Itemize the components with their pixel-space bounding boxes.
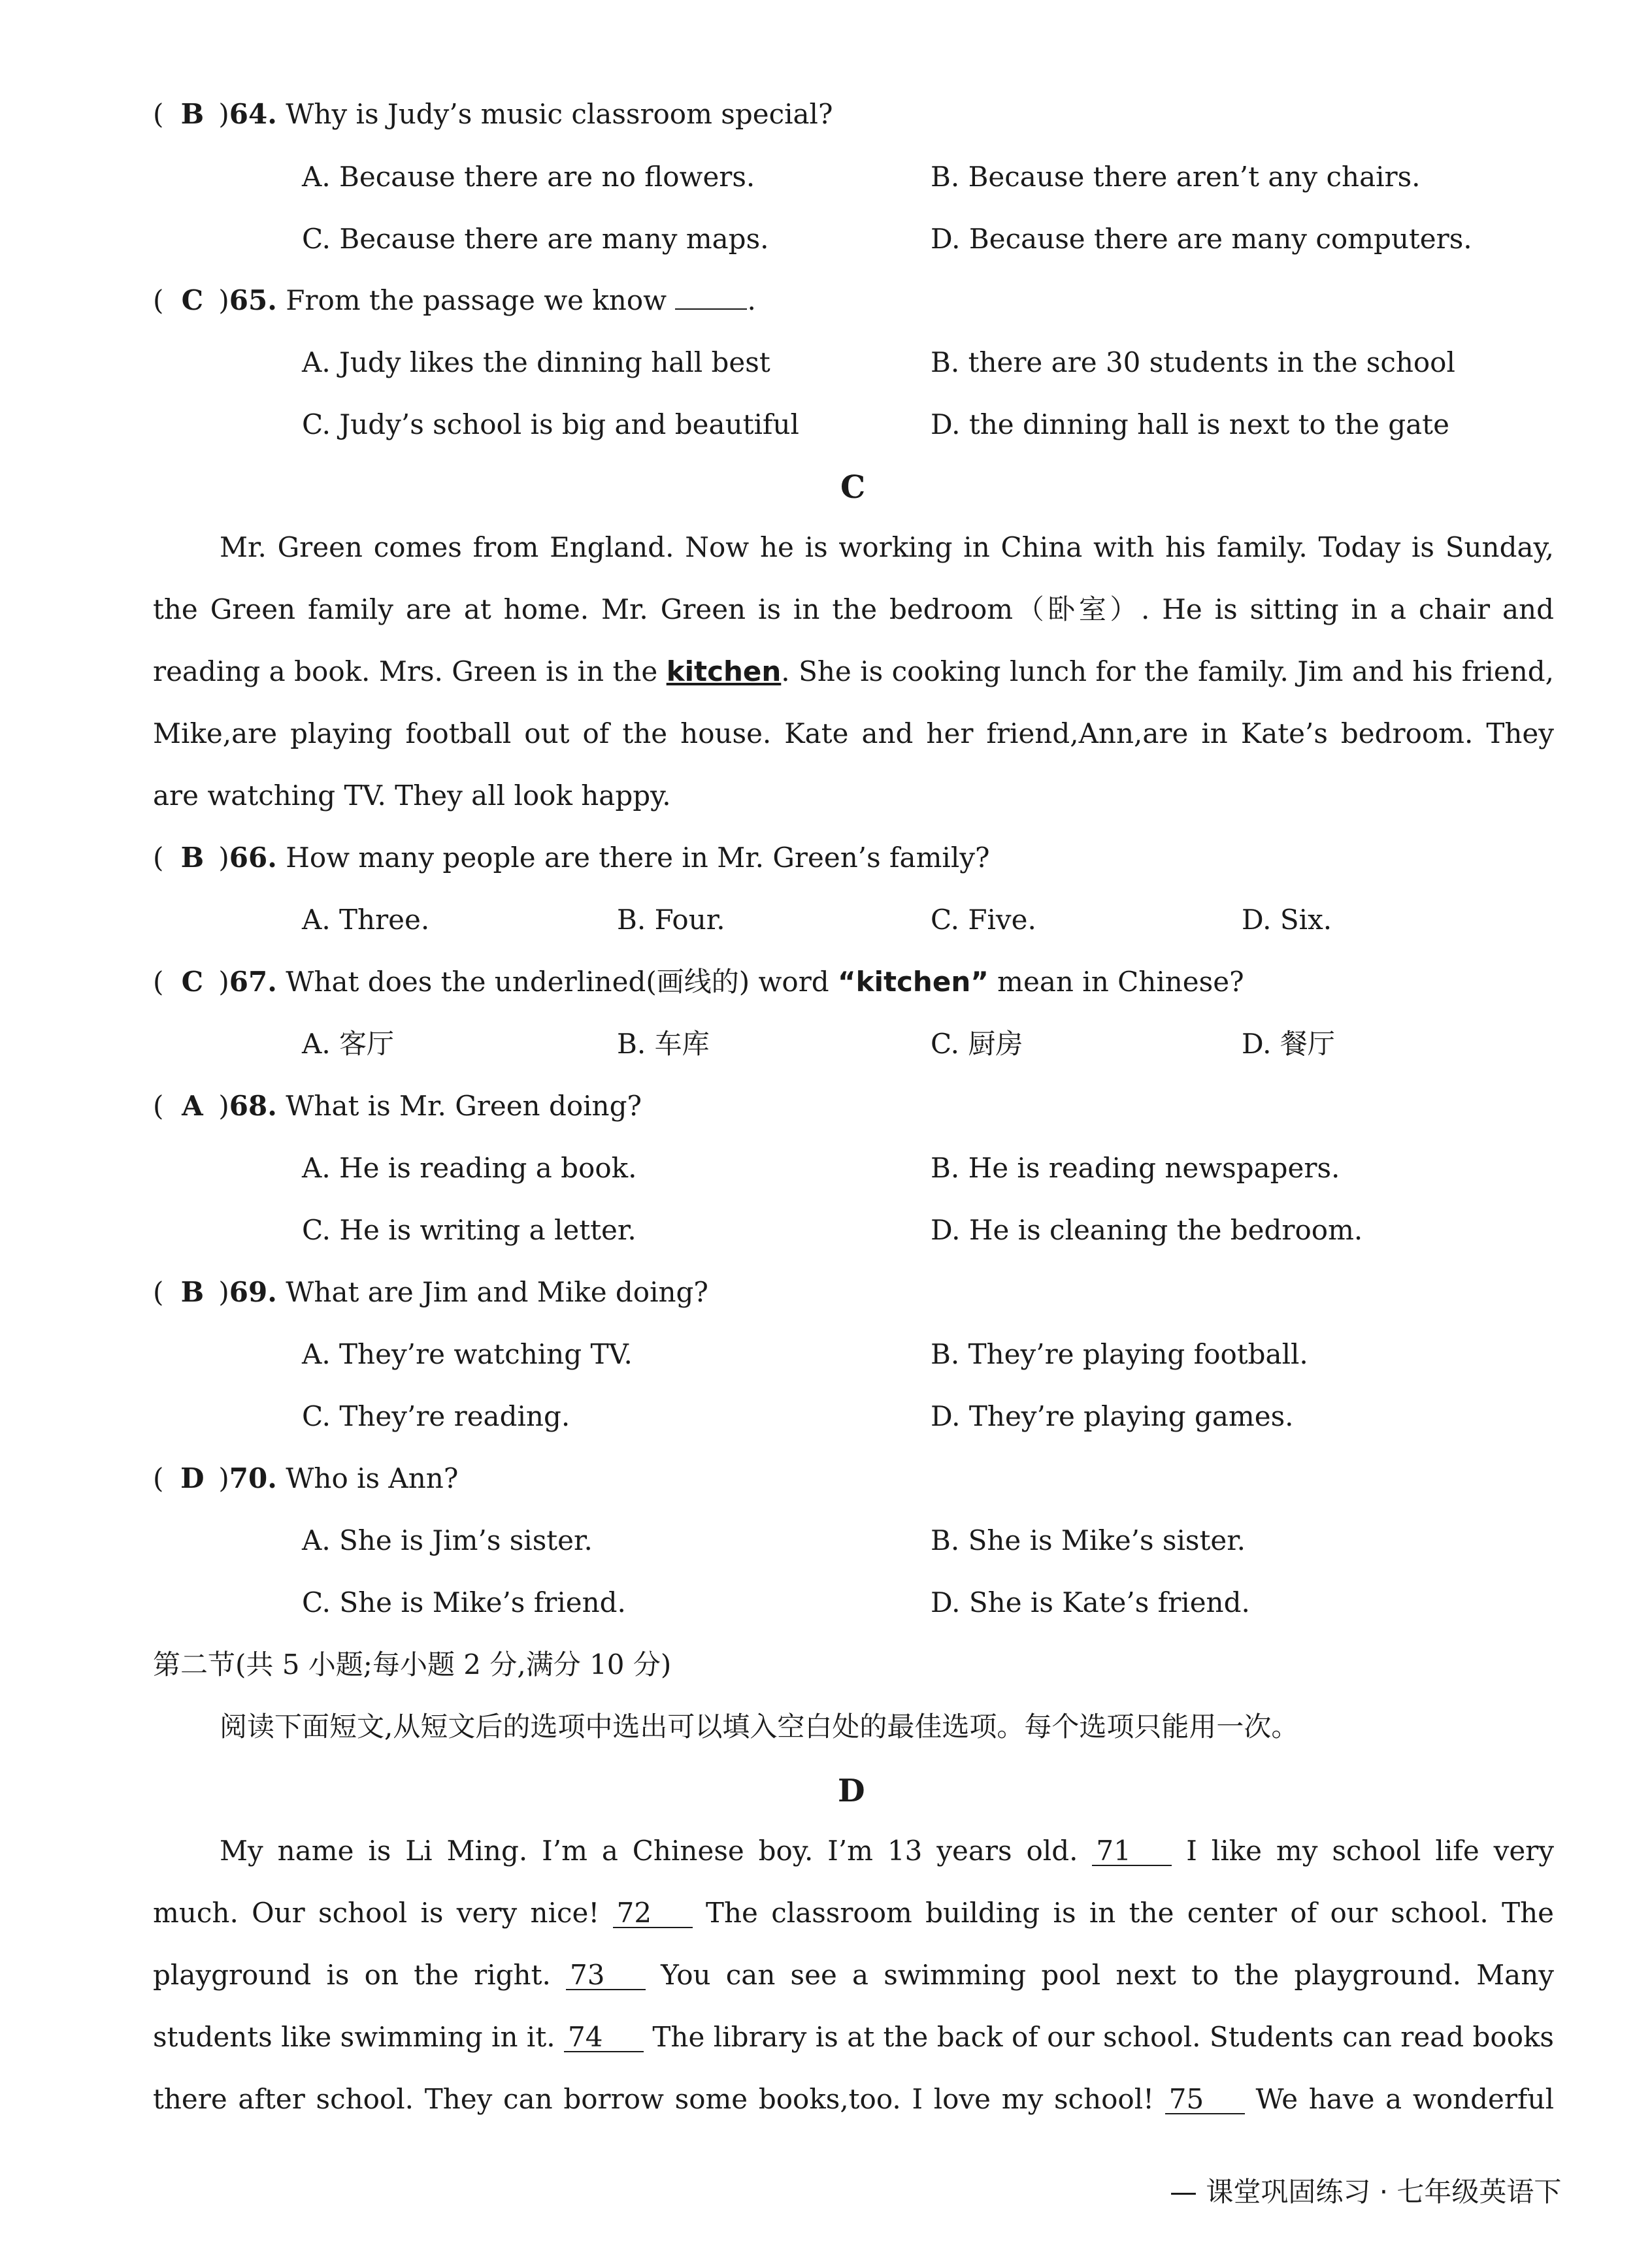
option-d: D. They’re playing games.	[931, 1400, 1294, 1432]
option-c: C. 厨房	[931, 1028, 1023, 1060]
passage-text	[153, 1959, 1554, 1992]
keyword: “kitchen”	[838, 966, 989, 998]
passage-text: My name is Li Ming. I’m a Chinese boy. I’m 13 years old.	[220, 1835, 1078, 1867]
passage-text	[220, 1835, 1554, 1867]
question-number: 67.	[229, 966, 277, 998]
passage-text: Mike,are playing football out of the house. Kate and her friend,Ann,are in Kate’s bedroom. They	[153, 717, 1554, 749]
paren-left: (	[153, 842, 164, 874]
passage-c-line	[220, 531, 1554, 564]
option-b: B. She is Mike’s sister.	[931, 1524, 1246, 1556]
answer-mark: B	[180, 98, 205, 130]
answer-mark: D	[180, 1462, 205, 1494]
answer-mark: B	[180, 842, 205, 874]
question-69	[153, 1276, 708, 1309]
question-64	[153, 98, 833, 131]
passage-c-line	[153, 717, 1554, 750]
answer-mark: C	[181, 966, 204, 998]
blank-71: 71	[1092, 1837, 1172, 1866]
question-number: 66.	[229, 842, 277, 874]
passage-d-line	[153, 1959, 1554, 1992]
option-d: D. She is Kate’s friend.	[931, 1586, 1250, 1618]
passage-text	[153, 655, 1554, 688]
paren-left: (	[153, 1462, 164, 1494]
answer-mark: B	[180, 1276, 205, 1308]
passage-text: I like my school life very	[1186, 1835, 1554, 1867]
paren-left: (	[153, 98, 164, 130]
passage-text: We have a wonderful	[1255, 2083, 1555, 2115]
question-text: Why is Judy’s music classroom special?	[286, 98, 833, 130]
answer-mark: C	[181, 284, 204, 316]
option-b: B. Because there aren’t any chairs.	[931, 161, 1421, 193]
paren-right: )	[218, 842, 229, 874]
question-number: 68.	[229, 1090, 277, 1122]
passage-text	[153, 2083, 1554, 2116]
passage-text: much. Our school is very nice!	[153, 1897, 600, 1929]
paren-right: )	[218, 966, 229, 998]
answer-blank	[675, 289, 747, 310]
blank-73: 73	[566, 1961, 646, 1990]
passage-text: reading a book. Mrs. Green is in the	[153, 655, 667, 687]
option-c: C. They’re reading.	[302, 1400, 570, 1432]
passage-text: students like swimming in it.	[153, 2021, 555, 2053]
passage-c-line: are watching TV. They all look happy.	[153, 779, 671, 812]
question-number: 64.	[229, 98, 277, 130]
passage-text: playground is on the right.	[153, 1959, 551, 1991]
option-a: A. She is Jim’s sister.	[302, 1524, 593, 1556]
section-title-c: C	[840, 469, 866, 506]
section-title-d: D	[838, 1773, 865, 1809]
option-d: D. Because there are many computers.	[931, 223, 1472, 255]
option-a: A. Judy likes the dinning hall best	[302, 346, 770, 378]
underlined-keyword: kitchen	[666, 655, 782, 687]
question-text: How many people are there in Mr. Green’s family?	[286, 842, 990, 874]
question-text: From the passage we know	[286, 284, 667, 316]
passage-d-line	[220, 1835, 1554, 1867]
option-b: B. 车库	[617, 1028, 710, 1060]
option-c: C. He is writing a letter.	[302, 1214, 636, 1246]
option-b: B. They’re playing football.	[931, 1338, 1308, 1370]
paren-left: (	[153, 1276, 164, 1308]
question-70	[153, 1462, 458, 1495]
passage-text: there after school. They can borrow some books,too. I love my school!	[153, 2083, 1155, 2115]
passage-text: The classroom building is in the center of our school. The	[705, 1897, 1554, 1929]
question-text: What are Jim and Mike doing?	[286, 1276, 708, 1308]
blank-72: 72	[613, 1899, 693, 1928]
question-66	[153, 842, 990, 874]
passage-text: the Green family are at home. Mr. Green is in the bedroom（卧室）. He is sitting in a chair and	[153, 593, 1554, 625]
passage-d-line	[153, 2021, 1554, 2054]
blank-75: 75	[1165, 2086, 1245, 2114]
passage-text	[153, 1897, 1554, 1929]
part-heading: 第二节(共 5 小题;每小题 2 分,满分 10 分)	[153, 1649, 672, 1681]
paren-right: )	[218, 1090, 229, 1122]
question-text: What does the underlined(画线的) word	[286, 966, 838, 998]
part-instruction: 阅读下面短文,从短文后的选项中选出可以填入空白处的最佳选项。每个选项只能用一次。	[220, 1711, 1299, 1743]
option-b: B. Four.	[617, 904, 725, 936]
question-text: What is Mr. Green doing?	[286, 1090, 642, 1122]
question-67	[153, 966, 1244, 998]
option-a: A. 客厅	[302, 1028, 395, 1060]
passage-text: Mr. Green comes from England. Now he is working in China with his family. Today is Sunday,	[220, 531, 1554, 563]
paren-right: )	[218, 98, 229, 130]
option-a: A. Because there are no flowers.	[302, 161, 755, 193]
paren-left: (	[153, 966, 164, 998]
question-text: Who is Ann?	[286, 1462, 459, 1494]
passage-text	[153, 2021, 1554, 2054]
paren-right: )	[218, 1462, 229, 1494]
option-d: D. Six.	[1242, 904, 1332, 936]
passage-c-line	[153, 655, 1554, 688]
paren-right: )	[218, 284, 229, 316]
question-65: ( C )65. From the passage we know .	[153, 284, 756, 316]
option-d: D. the dinning hall is next to the gate	[931, 408, 1449, 440]
option-c: C. Five.	[931, 904, 1036, 936]
question-text: mean in Chinese?	[988, 966, 1244, 998]
answer-mark: A	[182, 1090, 203, 1122]
option-b: B. He is reading newspapers.	[931, 1152, 1340, 1184]
passage-c-line	[153, 593, 1554, 626]
option-c: C. She is Mike’s friend.	[302, 1586, 626, 1618]
passage-text: The library is at the back of our school. Students can read books	[652, 2021, 1554, 2053]
passage-text: . She is cooking lunch for the family. Jim and his friend,	[781, 655, 1554, 687]
passage-text: You can see a swimming pool next to the playground. Many	[661, 1959, 1554, 1991]
blank-74: 74	[564, 2024, 644, 2052]
question-number: 70.	[229, 1462, 277, 1494]
option-c: C. Judy’s school is big and beautiful	[302, 408, 799, 440]
option-b: B. there are 30 students in the school	[931, 346, 1455, 378]
page-footer: — 课堂巩固练习 · 七年级英语下	[1170, 2176, 1562, 2208]
question-number: 69.	[229, 1276, 277, 1308]
option-d: D. He is cleaning the bedroom.	[931, 1214, 1363, 1246]
question-number: 65.	[229, 284, 277, 316]
passage-d-line	[153, 2083, 1554, 2116]
paren-left: (	[153, 1090, 164, 1122]
option-a: A. They’re watching TV.	[302, 1338, 633, 1370]
paren-right: )	[218, 1276, 229, 1308]
option-d: D. 餐厅	[1242, 1028, 1335, 1060]
question-68	[153, 1090, 642, 1123]
option-a: A. He is reading a book.	[302, 1152, 637, 1184]
option-a: A. Three.	[302, 904, 430, 936]
passage-d-line	[153, 1897, 1554, 1929]
paren-left: (	[153, 284, 164, 316]
option-c: C. Because there are many maps.	[302, 223, 769, 255]
